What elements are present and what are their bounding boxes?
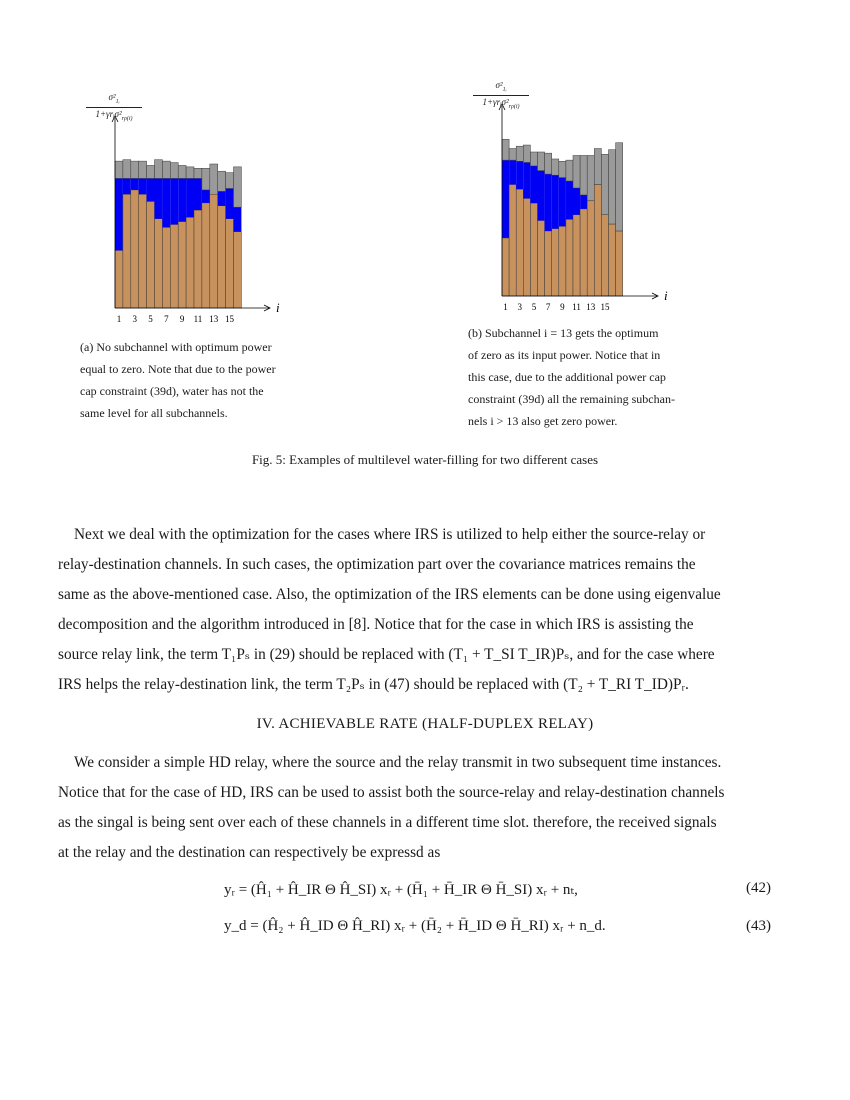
text-line: same as the above-mentioned case. Also, the optimization of the IRS elements can be done using eigenvalue: [58, 586, 721, 603]
bar-segment-2-s2: [123, 178, 131, 194]
bar-segment-5-s3: [147, 165, 155, 178]
bar-segment-3-s3: [131, 161, 139, 178]
bar-segment-11-s1: [194, 210, 202, 308]
paragraph-2: [58, 748, 778, 868]
subfig-a-y-axis-label: $\sigma^2_{1ᵢ}$ $1+\gamma rᵢ\sigma^2_{r\rho(i)}$: [86, 92, 142, 124]
bar-segment-3-s2: [516, 161, 523, 189]
caption-line: of zero as its input power. Notice that in: [468, 348, 661, 362]
caption-line: nels i > 13 also get zero power.: [468, 414, 618, 428]
bar-segment-14-s3: [218, 171, 226, 191]
bar-segment-10-s1: [566, 219, 573, 296]
bar-segment-6-s3: [538, 152, 545, 171]
equation-42: yᵣ = (Ĥ₁ + Ĥ_IR Θ Ĥ_SI) xᵣ + (H̄₁ + H̄_IR Θ H̄_SI) xᵣ + nₜ,: [224, 882, 578, 898]
x-axis-label: i: [276, 300, 280, 315]
bar-segment-7-s2: [162, 178, 170, 227]
x-tick-label: 15: [600, 302, 610, 310]
subfig-b-chart: [488, 100, 678, 310]
x-tick-label: 7: [545, 302, 551, 310]
bar-segment-8-s3: [170, 163, 178, 179]
bar-segment-6-s1: [538, 221, 545, 296]
bar-segment-12-s3: [580, 155, 587, 194]
x-tick-label: 13: [209, 314, 219, 324]
subfig-a-caption: [80, 336, 298, 424]
bar-segment-9-s1: [559, 226, 566, 296]
caption-line: cap constraint (39d), water has not the: [80, 384, 264, 398]
bar-segment-13-s1: [587, 201, 594, 296]
equation-43-number: (43): [746, 918, 771, 934]
bar-segment-2-s2: [509, 160, 516, 184]
bar-segment-1-s3: [115, 161, 123, 178]
caption-line: equal to zero. Note that due to the power: [80, 362, 276, 376]
bar-segment-15-s3: [601, 154, 608, 214]
x-tick-label: 11: [572, 302, 581, 310]
x-axis-label: i: [664, 288, 668, 303]
bar-segment-16-s3: [234, 167, 242, 207]
bar-segment-15-s1: [226, 219, 234, 308]
bar-segment-2-s3: [509, 149, 516, 161]
bar-segment-15-s2: [226, 188, 234, 218]
bar-segment-3-s3: [516, 146, 523, 161]
text-line: We consider a simple HD relay, where the source and the relay transmit in two subsequent time instances.: [74, 754, 722, 771]
bar-segment-11-s2: [573, 188, 580, 215]
bar-segment-10-s2: [186, 178, 194, 217]
bar-segment-4-s2: [139, 178, 147, 194]
figure-caption: Fig. 5: Examples of multilevel water-filling for two different cases: [251, 452, 599, 467]
bar-segment-1-s1: [115, 250, 123, 308]
x-tick-label: 9: [560, 302, 565, 310]
bar-segment-16-s2: [234, 207, 242, 231]
caption-line: constraint (39d) all the remaining subchan-: [468, 392, 675, 406]
bar-segment-1-s3: [502, 139, 509, 160]
x-tick-label: 9: [179, 314, 185, 324]
x-tick-label: 7: [164, 314, 169, 324]
bar-segment-12-s2: [202, 190, 210, 203]
bar-segment-3-s1: [516, 189, 523, 296]
bar-segment-8-s2: [170, 178, 178, 224]
bar-segment-12-s1: [202, 203, 210, 308]
text-line: as the singal is being sent over each of these channels in a different time slot. therefore, the received signals: [58, 814, 717, 831]
bar-segment-7-s1: [162, 227, 170, 308]
text-line: decomposition and the algorithm introduced in [8]. Notice that for the case in which IRS is assisting the: [58, 616, 694, 633]
bar-segment-15-s1: [601, 215, 608, 296]
x-tick-label: 5: [148, 314, 153, 324]
bar-segment-8-s2: [552, 175, 559, 228]
bar-segment-7-s3: [545, 153, 552, 174]
bar-segment-2-s3: [123, 160, 131, 179]
bar-segment-5-s2: [147, 178, 155, 201]
subfig-b-y-axis-label: $\sigma^2_{1ᵢ}$ $1+\gamma rᵢ\sigma^2_{r\rho(i)}$: [473, 80, 529, 112]
bar-segment-4-s2: [523, 162, 530, 198]
bar-segment-1-s2: [502, 160, 509, 238]
bar-segment-6-s2: [155, 178, 163, 218]
bar-segment-7-s1: [545, 231, 552, 296]
bar-segment-13-s3: [587, 155, 594, 200]
bar-segment-2-s1: [123, 194, 131, 308]
x-tick-label: 1: [116, 314, 122, 324]
bar-segment-4-s3: [139, 161, 147, 178]
bar-segment-10-s3: [566, 160, 573, 181]
caption-line: (a) No subchannel with optimum power: [80, 340, 272, 354]
bar-segment-1-s2: [115, 178, 123, 250]
bar-segment-12-s1: [580, 209, 587, 296]
equation-43: y_d = (Ĥ₂ + Ĥ_ID Θ Ĥ_RI) xᵣ + (H̄₂ + H̄_ID Θ H̄_RI) xᵣ + n_d.: [224, 918, 606, 934]
bar-segment-14-s2: [218, 191, 226, 205]
x-tick-label: 3: [132, 314, 137, 324]
bar-segment-11-s3: [194, 168, 202, 178]
section-heading: IV. ACHIEVABLE RATE (HALF-DUPLEX RELAY): [256, 716, 594, 732]
bar-segment-5-s1: [147, 201, 155, 308]
bar-segment-5-s1: [530, 203, 537, 296]
x-tick-label: 1: [503, 302, 508, 310]
bar-segment-5-s3: [530, 152, 537, 166]
bar-segment-15-s3: [226, 173, 234, 189]
bar-segment-2-s1: [509, 185, 516, 296]
x-tick-label: 11: [193, 314, 203, 324]
x-tick-label: 13: [586, 302, 596, 310]
text-line: IRS helps the relay-destination link, the term T₂Pₛ in (47) should be replaced with (T₂ + T_RI T_ID)Pᵣ.: [58, 676, 689, 693]
bar-segment-14-s1: [594, 185, 601, 296]
bar-segment-13-s3: [210, 164, 218, 194]
bar-segment-16-s3: [609, 150, 616, 224]
bar-segment-14-s1: [218, 206, 226, 308]
x-tick-label: 3: [517, 302, 522, 310]
bar-segment-17-s1: [616, 231, 623, 296]
bar-segment-9-s3: [559, 161, 566, 177]
text-line: at the relay and the destination can respectively be expressd as: [58, 844, 441, 861]
bar-segment-9-s2: [559, 178, 566, 227]
bar-segment-4-s1: [139, 194, 147, 308]
text-line: Notice that for the case of HD, IRS can be used to assist both the source-relay and relay-destination channels: [58, 784, 725, 801]
text-line: relay-destination channels. In such cases, the optimization part over the covariance matrices remains the: [58, 556, 696, 573]
bar-segment-8-s3: [552, 159, 559, 175]
bar-segment-9-s2: [178, 178, 186, 221]
bar-segment-16-s1: [234, 232, 242, 308]
bar-segment-6-s3: [155, 160, 163, 179]
bar-segment-3-s1: [131, 190, 139, 308]
bar-segment-14-s3: [594, 149, 601, 185]
bar-segment-13-s1: [210, 194, 218, 308]
caption-line: (b) Subchannel i = 13 gets the optimum: [468, 326, 659, 340]
bar-segment-17-s3: [616, 143, 623, 231]
bar-segment-9-s1: [178, 222, 186, 308]
bar-segment-10-s2: [566, 181, 573, 219]
x-tick-label: 5: [531, 302, 537, 310]
bar-segment-10-s3: [186, 167, 194, 179]
bar-segment-6-s2: [538, 171, 545, 221]
bar-segment-12-s2: [580, 195, 587, 209]
bar-segment-1-s1: [502, 238, 509, 296]
bar-segment-12-s3: [202, 168, 210, 190]
subfig-a-chart: [100, 112, 290, 327]
bar-segment-7-s2: [545, 174, 552, 231]
bar-segment-8-s1: [170, 224, 178, 308]
text-line: Next we deal with the optimization for the cases where IRS is utilized to help either the source-relay or: [74, 526, 706, 543]
bar-segment-8-s1: [552, 229, 559, 296]
bar-segment-4-s3: [523, 145, 530, 162]
bar-segment-3-s2: [131, 178, 139, 190]
bar-segment-11-s1: [573, 215, 580, 296]
bar-segment-4-s1: [523, 198, 530, 296]
bar-segment-11-s3: [573, 155, 580, 188]
bar-segment-7-s3: [162, 161, 170, 178]
subfig-b-caption: [468, 322, 686, 432]
x-tick-label: 15: [225, 314, 235, 324]
text-line: source relay link, the term T₁Pₛ in (29) should be replaced with (T₁ + T_SI T_IR)Pₛ, and for the case where: [58, 646, 715, 663]
paragraph-1: [58, 520, 778, 700]
caption-line: same level for all subchannels.: [80, 406, 228, 420]
caption-line: this case, due to the additional power cap: [468, 370, 666, 384]
equation-42-number: (42): [746, 880, 771, 896]
bar-segment-5-s2: [530, 166, 537, 203]
bar-segment-10-s1: [186, 217, 194, 308]
bar-segment-16-s1: [609, 224, 616, 296]
bar-segment-6-s1: [155, 219, 163, 308]
bar-segment-9-s3: [178, 165, 186, 178]
bar-segment-11-s2: [194, 178, 202, 210]
